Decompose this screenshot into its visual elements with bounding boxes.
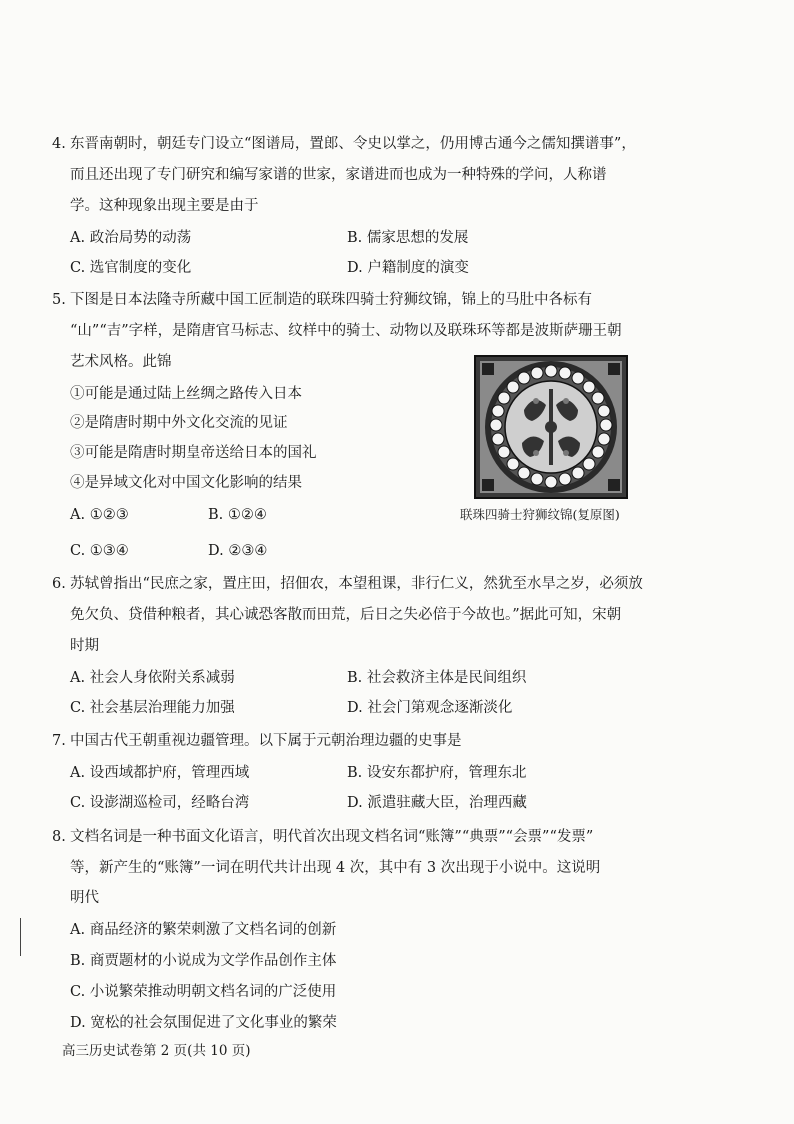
q4-stem-line-1: 东晋南朝时，朝廷专门设立“图谱局，置郎、令史以掌之，仍用博古通今之儒知撰谱事”， bbox=[70, 136, 636, 152]
q6-option-d: D. 社会门第观念逐渐淡化 bbox=[347, 700, 513, 716]
page-footer: 高三历史试卷第 2 页(共 10 页) bbox=[62, 1043, 251, 1059]
q8-option-d: D. 宽松的社会氛围促进了文化事业的繁荣 bbox=[70, 1015, 337, 1031]
q4-option-d: D. 户籍制度的演变 bbox=[347, 260, 469, 276]
q5-option-a: A. ①②③ bbox=[70, 507, 129, 523]
q5-option-c: C. ①③④ bbox=[70, 543, 129, 559]
q6-stem-line-3: 时期 bbox=[70, 638, 99, 654]
q6-stem-line-1: 苏轼曾指出“民庶之家，置庄田，招佃农，本望租课，非行仁义，然犹至水旱之岁，必须放 bbox=[70, 576, 643, 592]
q8-stem-line-3: 明代 bbox=[70, 890, 99, 906]
q6-option-c: C. 社会基层治理能力加强 bbox=[70, 700, 235, 716]
q7-option-a: A. 设西域都护府，管理西域 bbox=[70, 765, 250, 781]
q8-stem-line-1: 文档名词是一种书面文化语言，明代首次出现文档名词“账簿”“典票”“会票”“发票” bbox=[70, 829, 594, 845]
q5-item-4: ④是异域文化对中国文化影响的结果 bbox=[70, 475, 302, 491]
q7-stem-line-1: 中国古代王朝重视边疆管理。以下属于元朝治理边疆的史事是 bbox=[70, 733, 462, 749]
q5-stem-line-3: 艺术风格。此锦 bbox=[70, 354, 172, 370]
q5-item-1: ①可能是通过陆上丝绸之路传入日本 bbox=[70, 386, 302, 402]
q6-option-a: A. 社会人身依附关系减弱 bbox=[70, 670, 235, 686]
q4-option-b: B. 儒家思想的发展 bbox=[347, 230, 469, 246]
q5-option-b: B. ①②④ bbox=[208, 507, 267, 523]
q5-option-d: D. ②③④ bbox=[208, 543, 268, 559]
q8-option-a: A. 商品经济的繁荣刺激了文档名词的创新 bbox=[70, 922, 337, 938]
q5-stem-line-2: “山”“吉”字样，是隋唐官马标志、纹样中的骑士、动物以及联珠环等都是波斯萨珊王朝 bbox=[70, 323, 622, 339]
q4-option-c: C. 选官制度的变化 bbox=[70, 260, 192, 276]
margin-mark bbox=[20, 918, 21, 956]
q8-number: 8. bbox=[52, 829, 66, 845]
q5-item-2: ②是隋唐时期中外文化交流的见证 bbox=[70, 415, 288, 431]
q4-stem-line-3: 学。这种现象出现主要是由于 bbox=[70, 198, 259, 214]
q5-number: 5. bbox=[52, 292, 66, 308]
q8-stem-line-2: 等，新产生的“账簿”一词在明代共计出现 4 次，其中有 3 次出现于小说中。这说明 bbox=[70, 860, 601, 876]
q4-number: 4. bbox=[52, 136, 66, 152]
q4-option-a: A. 政治局势的动荡 bbox=[70, 230, 192, 246]
q5-item-3: ③可能是隋唐时期皇帝送给日本的国礼 bbox=[70, 445, 317, 461]
q5-stem-line-1: 下图是日本法隆寺所藏中国工匠制造的联珠四骑士狩狮纹锦，锦上的马肚中各标有 bbox=[70, 292, 592, 308]
brocade-figure bbox=[474, 355, 628, 499]
q4-stem-line-2: 而且还出现了专门研究和编写家谱的世家，家谱进而也成为一种特殊的学问，人称谱 bbox=[70, 167, 607, 183]
q6-stem-line-2: 免欠负、贷借种粮者，其心诚恐客散而田荒，后日之失必倍于今故也。”据此可知，宋朝 bbox=[70, 607, 622, 623]
q7-option-b: B. 设安东都护府，管理东北 bbox=[347, 765, 527, 781]
q6-number: 6. bbox=[52, 576, 66, 592]
q8-option-b: B. 商贾题材的小说成为文学作品创作主体 bbox=[70, 953, 337, 969]
q7-option-c: C. 设澎湖巡检司，经略台湾 bbox=[70, 795, 250, 811]
q7-number: 7. bbox=[52, 733, 66, 749]
q6-option-b: B. 社会救济主体是民间组织 bbox=[347, 670, 527, 686]
q8-option-c: C. 小说繁荣推动明朝文档名词的广泛使用 bbox=[70, 984, 337, 1000]
q7-option-d: D. 派遣驻藏大臣，治理西藏 bbox=[347, 795, 527, 811]
figure-caption: 联珠四骑士狩狮纹锦(复原图) bbox=[460, 507, 620, 522]
